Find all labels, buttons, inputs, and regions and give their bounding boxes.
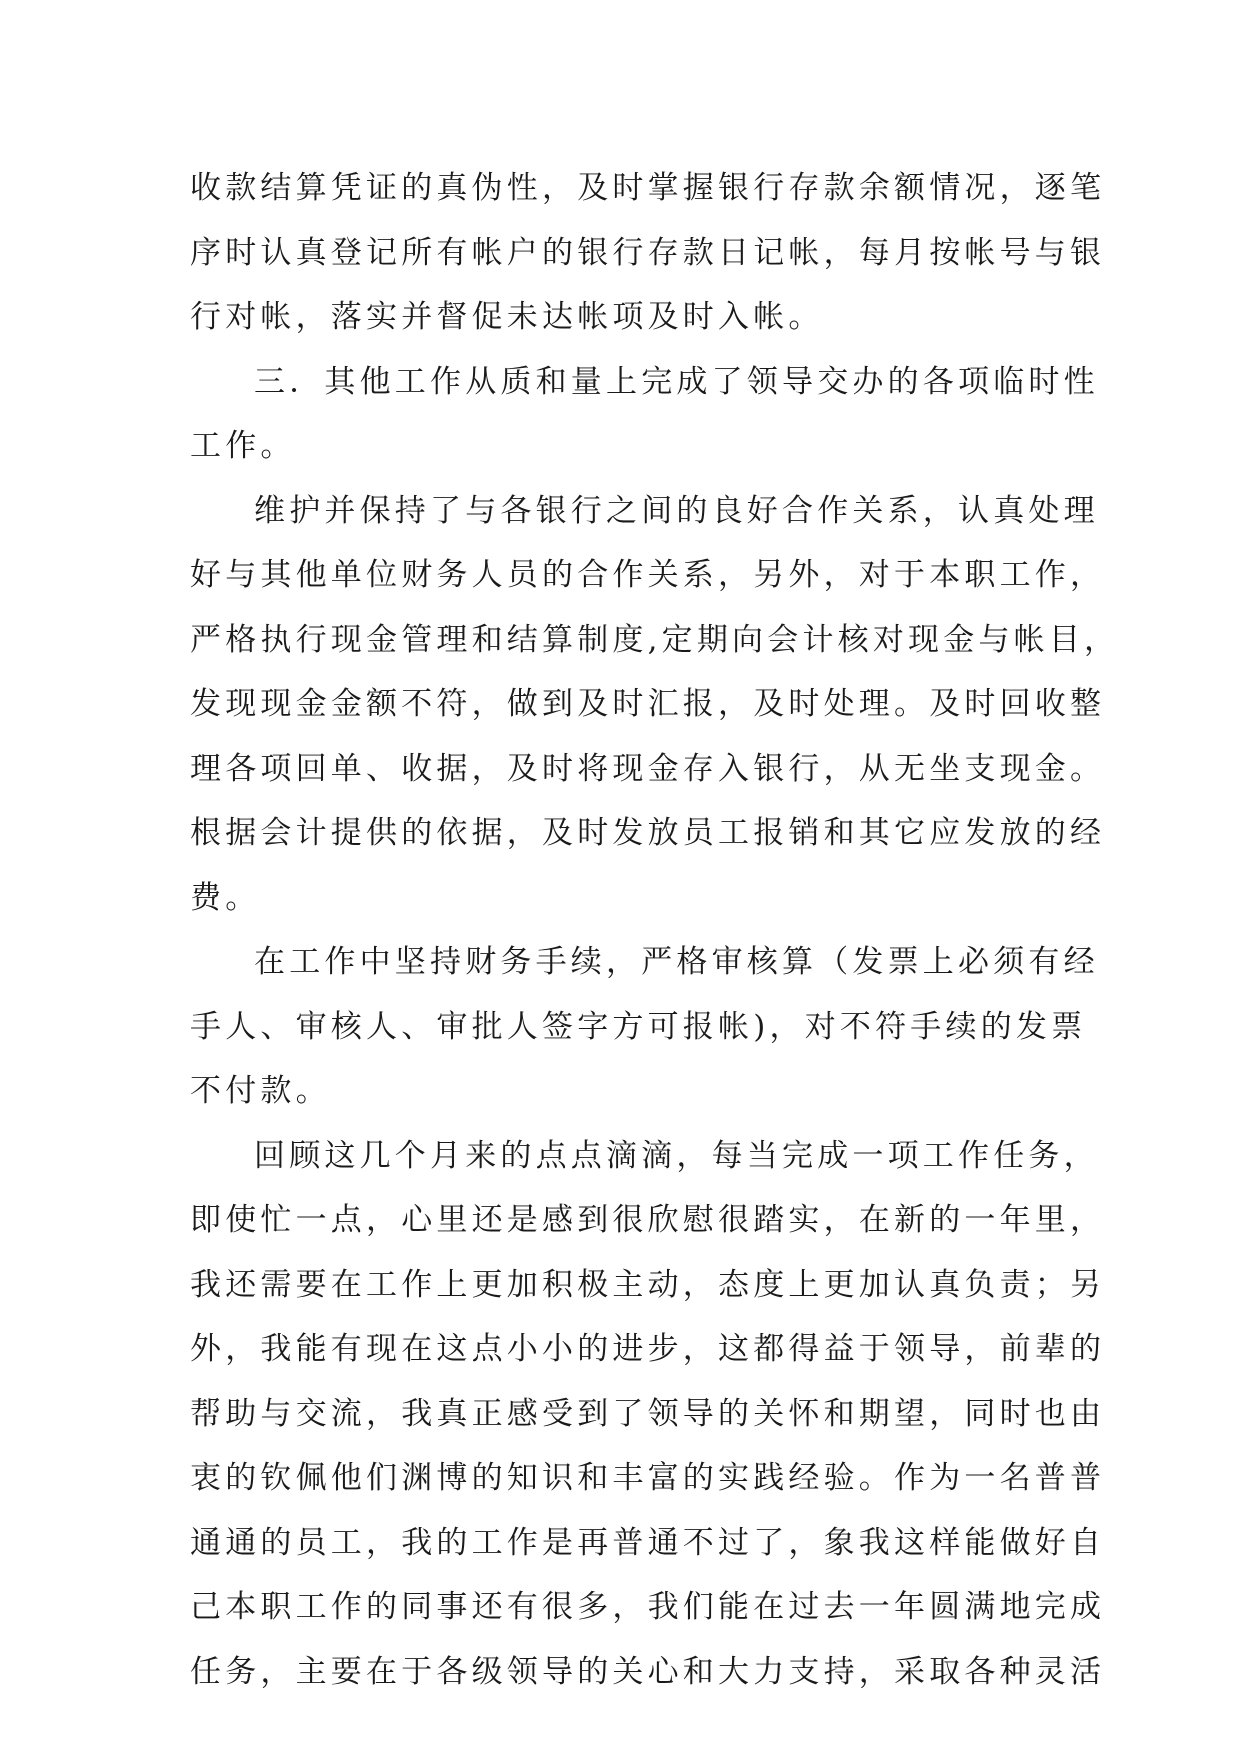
text-line: 即使忙一点，心里还是感到很欣慰很踏实，在新的一年里， (190, 1202, 1106, 1238)
text-line: 收款结算凭证的真伪性，及时掌握银行存款余额情况，逐笔 (190, 170, 1106, 206)
text-line: 衷的钦佩他们渊博的知识和丰富的实践经验。作为一名普普 (190, 1460, 1106, 1496)
text-line: 发现现金金额不符，做到及时汇报，及时处理。及时回收整 (190, 686, 1106, 722)
text-line: 己本职工作的同事还有很多，我们能在过去一年圆满地完成 (190, 1589, 1106, 1625)
paragraph-start: 在工作中坚持财务手续，严格审核算（发票上必须有经 (254, 944, 1099, 980)
text-line: 我还需要在工作上更加积极主动，态度上更加认真负责；另 (190, 1266, 1106, 1303)
text-line: 行对帐，落实并督促未达帐项及时入帐。 (190, 299, 824, 335)
text-line: 严格执行现金管理和结算制度,定期向会计核对现金与帐目， (190, 621, 1120, 658)
text-line: 任务，主要在于各级领导的关心和大力支持，采取各种灵活 (190, 1653, 1106, 1690)
text-line: 费。 (190, 879, 261, 916)
text-line: 不付款。 (190, 1073, 331, 1109)
paragraph-start: 维护并保持了与各银行之间的良好合作关系，认真处理 (254, 492, 1099, 529)
text-line: 好与其他单位财务人员的合作关系，另外，对于本职工作， (190, 557, 1106, 593)
paragraph-start: 回顾这几个月来的点点滴滴，每当完成一项工作任务， (254, 1137, 1099, 1174)
section-heading: 三．其他工作从质和量上完成了领导交办的各项临时性 (254, 363, 1099, 400)
document-body (190, 156, 1120, 1704)
text-line: 工作。 (190, 428, 296, 464)
text-line: 外，我能有现在这点小小的进步，这都得益于领导，前辈的 (190, 1331, 1106, 1367)
text-line: 根据会计提供的依据，及时发放员工报销和其它应发放的经 (190, 815, 1106, 851)
text-line: 通通的员工，我的工作是再普通不过了，象我这样能做好自 (190, 1524, 1106, 1561)
text-line: 理各项回单、收据，及时将现金存入银行，从无坐支现金。 (190, 750, 1106, 787)
text-line: 序时认真登记所有帐户的银行存款日记帐，每月按帐号与银 (190, 234, 1106, 271)
text-line: 手人、审核人、审批人签字方可报帐)，对不符手续的发票 (190, 1008, 1087, 1045)
text-line: 帮助与交流，我真正感受到了领导的关怀和期望，同时也由 (190, 1395, 1106, 1432)
